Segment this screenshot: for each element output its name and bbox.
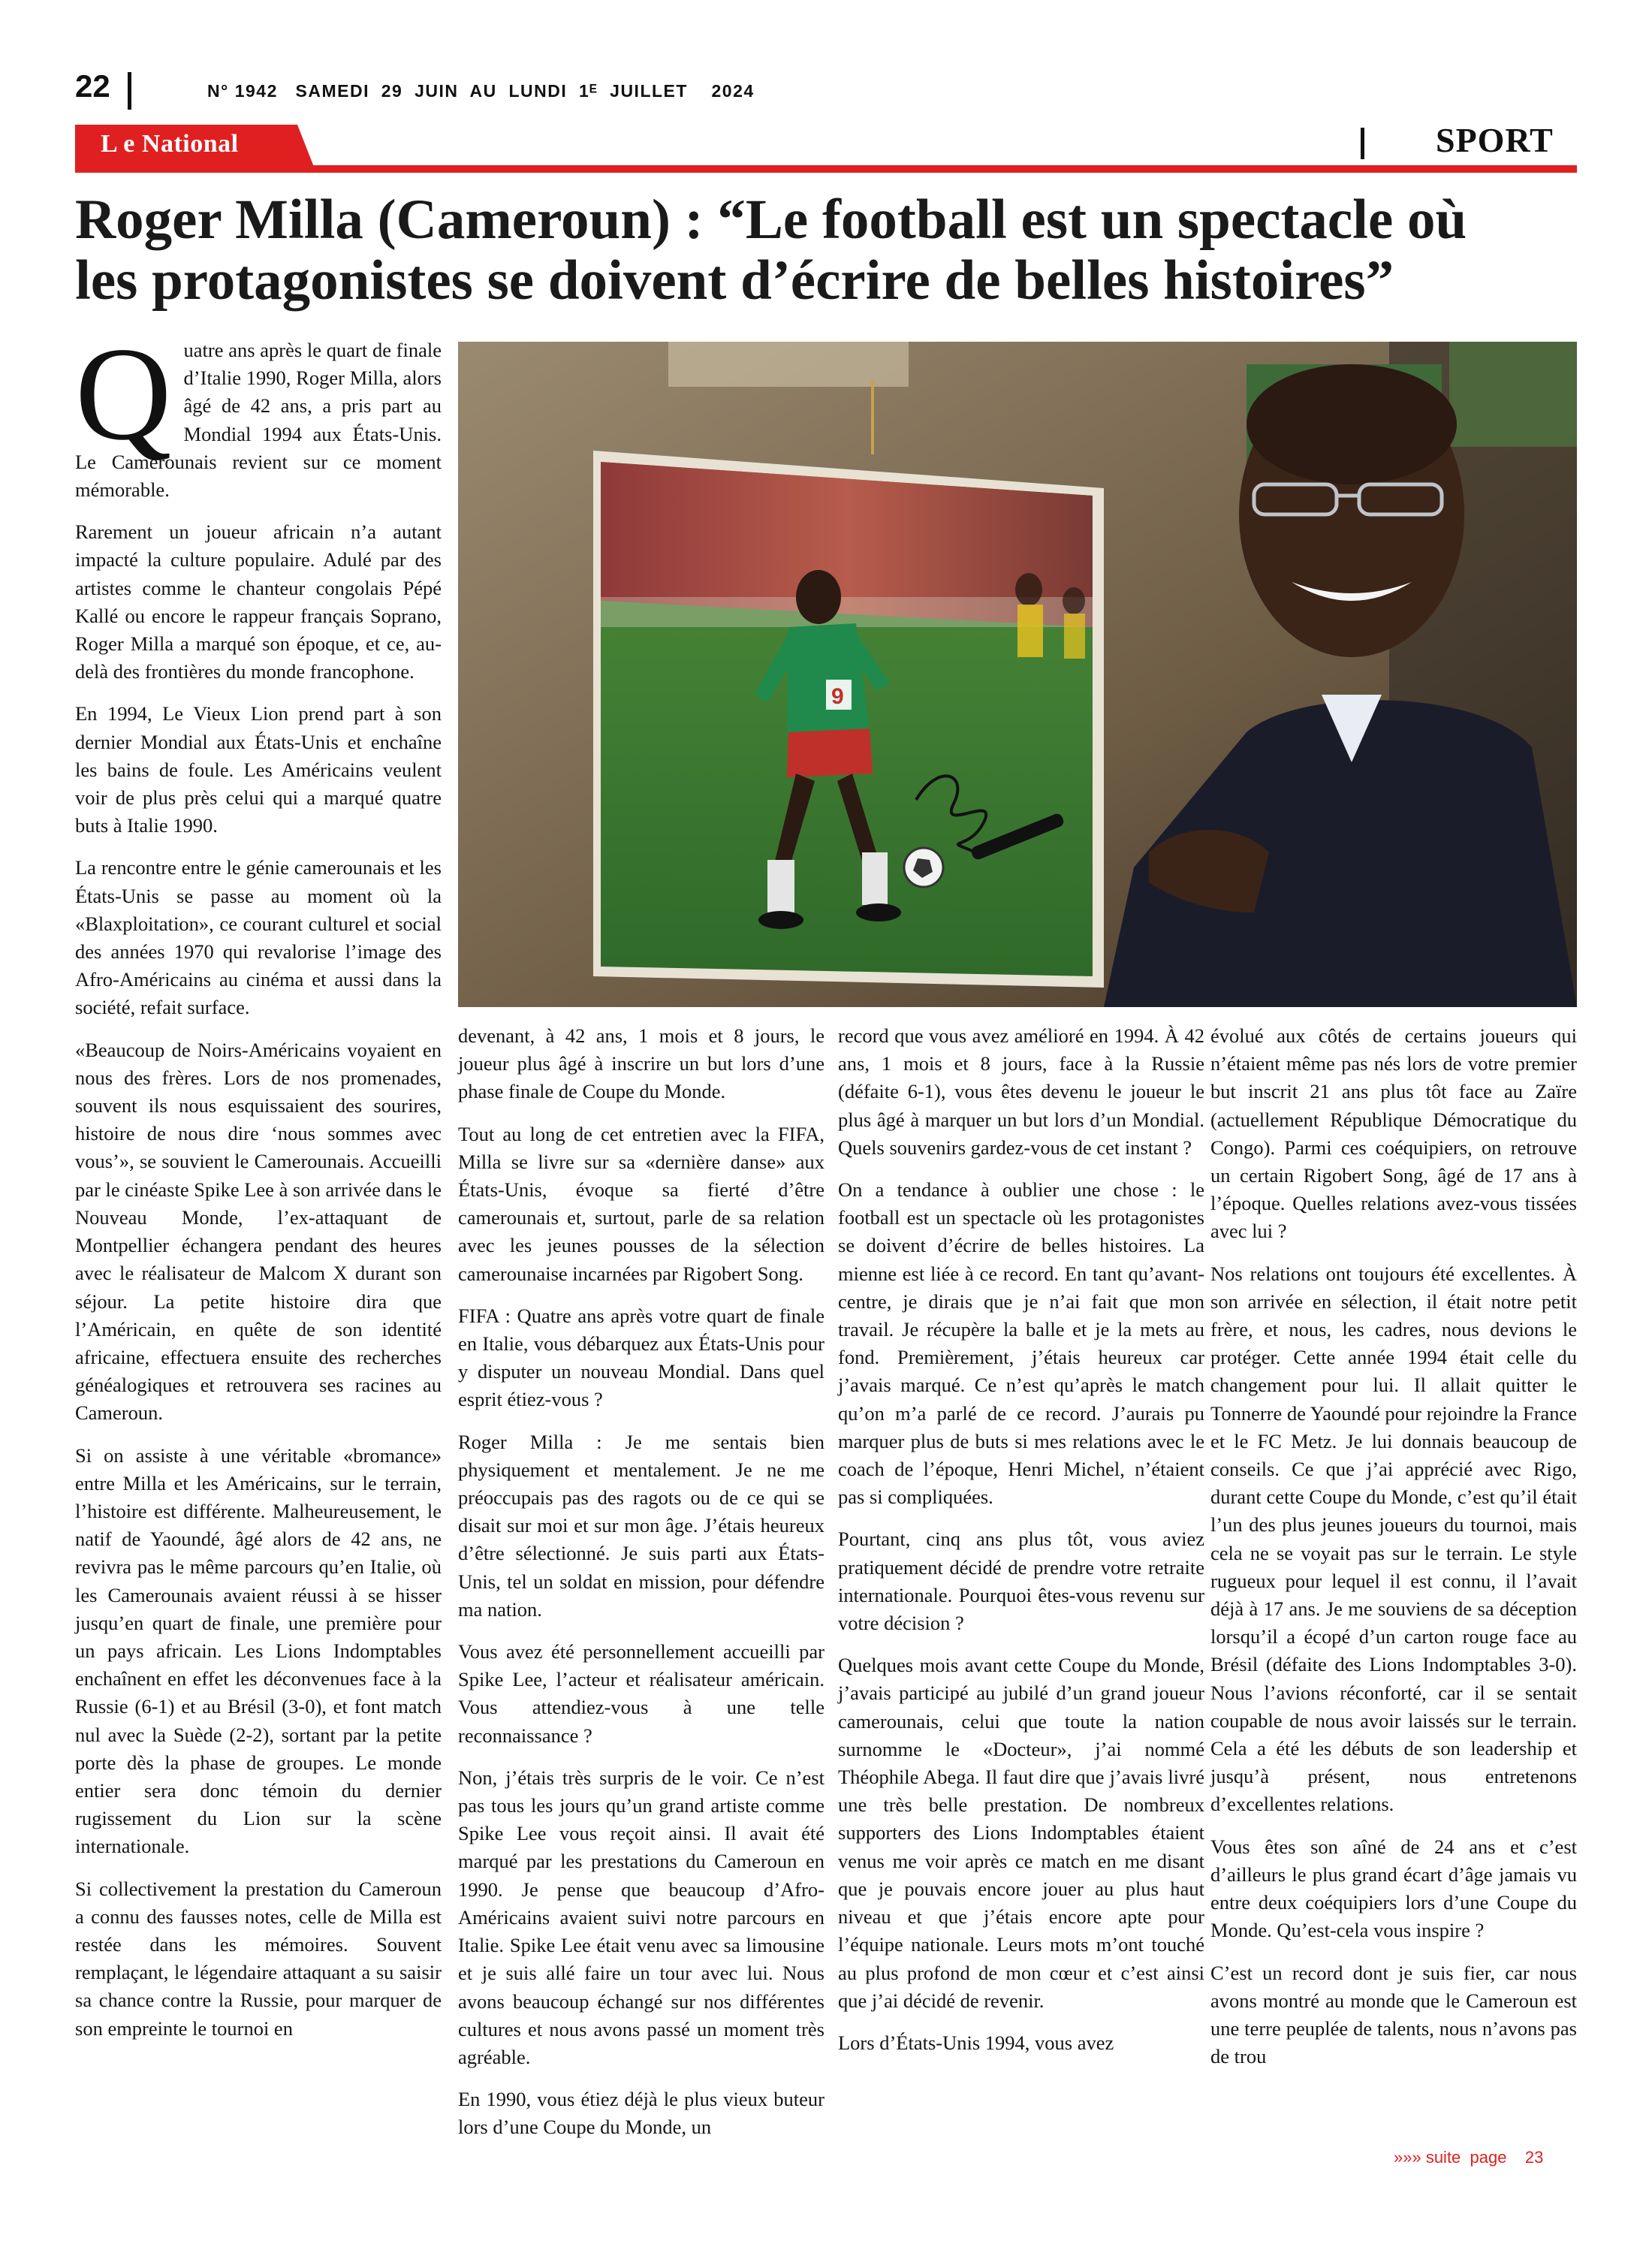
interview-answer: C’est un record dont je suis fier, car nous avons montré au monde que le Cameroun est une terre peuplée de talents, nous n’avons pas de trou — [1210, 1961, 1577, 2068]
interview-answer: Quelques mois avant cette Coupe du Monde, j’avais participé au jubilé d’un grand joueur camerounais, celui que toute la nation surnomme le «Docteur», j’ai nommé Théophile Abega. Il faut dire que j’avais livré une très belle prestation. De nombreux supporters des Lions Indomptables étaient venus me voir après ce match en me disant que je pouvais encore jouer au plus haut niveau et que j’étais encore apte pour l’équipe nationale. Leurs mots m’ont touché au plus profond de mon cœur et c’est ainsi que j’ai décidé de revenir. — [838, 1654, 1204, 2012]
jersey-number: 9 — [831, 684, 844, 709]
header-rule — [75, 165, 1577, 173]
paragraph: La rencontre entre le génie camerounais et les États-Unis se passe au moment où la «Blaxploitation», ce courant culturel et social des années 1970 qui revalorise l’image des Afro-Américains au cinéma et aussi dans la société, refait surface. — [75, 856, 442, 1019]
article-column-2 — [458, 1022, 824, 2142]
interview-question: En 1990, vous étiez déjà le plus vieux buteur lors d’une Coupe du Monde, un — [458, 2088, 824, 2139]
headline-line-1: Roger Milla (Cameroun) : “Le football est un spectacle où — [75, 189, 1467, 251]
section-divider — [1361, 128, 1364, 159]
interview-question: Vous avez été personnellement accueilli par Spike Lee, l’acteur et réalisateur américain. Vous attendiez-vous à une telle reconnaissance ? — [458, 1640, 824, 1747]
section-title: SPORT — [1436, 121, 1554, 159]
interview-question: Vous êtes son aîné de 24 ans et c’est d’ailleurs le plus grand écart d’âge jamais vu entre deux coéquipiers lors d’une Coupe du Monde. Qu’est-cela vous inspire ? — [1210, 1835, 1577, 1942]
interview-question: Pourtant, cinq ans plus tôt, vous aviez pratiquement décidé de prendre votre retraite internationale. Pourquoi êtes-vous revenu sur votre décision ? — [838, 1528, 1204, 1635]
interview-answer: Roger Milla : Je me sentais bien physiquement et mentalement. Je ne me préoccupais pas des ragots ou de ce qui se disait sur moi et sur mon âge. J’étais heureux d’être sélectionné. Je suis parti aux États-Unis, tel un soldat en mission, pour défendre ma nation. — [458, 1430, 824, 1621]
paragraph: Tout au long de cet entretien avec la FIFA, Milla se livre sur sa «dernière danse» aux États-Unis, évoque sa fierté d’être camerounais et, surtout, parle de sa relation avec les jeunes pousses de la sélection camerounaise incarnées par Rigobert Song. — [458, 1122, 824, 1285]
paragraph: «Beaucoup de Noirs-Américains voyaient en nous des frères. Lors de nos promenades, souvent ils nous esquissaient des sourires, histoire de nous dire ‘nous sommes avec vous’», se souvient le Camerounais. Accueilli par le cinéaste Spike Lee à son arrivée dans le Nouveau Monde, l’ex-attaquant de Montpellier échangera pendant des heures avec le réalisateur de Malcom X durant son séjour. La petite histoire dira que l’Américain, en quête de son identité africaine, effectuera ensuite des recherches généalogiques et retrouvera ses racines au Cameroun. — [75, 1038, 442, 1425]
interview-question: évolué aux côtés de certains joueurs qui n’étaient même pas nés lors de votre premier but inscrit 21 ans plus tôt face au Zaïre (actuellement République Démocratique du Congo). Parmi ces coéquipiers, on retrouve un certain Rigobert Song, âgé de 17 ans à l’époque. Quelles relations avez-vous tissées avec lui ? — [1210, 1024, 1577, 1243]
article-headline — [75, 189, 1584, 311]
interview-answer: On a tendance à oublier une chose : le football est un spectacle où les protagonistes se doivent d’écrire de belles histoires. La mienne est liée à ce record. En tant qu’avant-centre, je dirais que je n’ai fait que mon travail. Je récupère la balle et je la mets au fond. Premièrement, j’étais heureux car j’avais marqué. Ce n’est qu’après le match qu’on m’a parlé de ce record. J’aurais pu marquer plus de buts si mes relations avec le coach de l’époque, Henri Michel, n’étaient pas si compliquées. — [838, 1178, 1204, 1509]
continued-on-page: »»» suite page 23 — [1394, 2148, 1544, 2167]
paragraph: Si on assiste à une véritable «bromance» entre Milla et les Américains, sur le terrain, l’histoire est différente. Malheureusement, le natif de Yaoundé, âgé alors de 42 ans, ne revivra pas le même parcours qu’en Italie, où les Camerounais avaient réussi à se hisser jusqu’en quart de finale, une première pour un pays africain. Les Lions Indomptables enchaînent en effet les déconvenues face à la Russie (6-1) et au Brésil (3-0), et font match nul avec la Suède (2-2), sortant par la petite porte dès la phase de groupes. Le monde entier sera donc témoin du dernier rugissement du Lion sur la scène internationale. — [75, 1443, 442, 1858]
folio-divider — [128, 72, 131, 110]
article-column-1 — [75, 319, 442, 2043]
article-column-4 — [1210, 1022, 1577, 2071]
paragraph: Si collectivement la prestation du Cameroun a connu des fausses notes, celle de Milla est restée dans les mémoires. Souvent remplaçant, le légendaire attaquant a su saisir sa chance contre la Russie, pour marquer de son empreinte le tournoi en — [75, 1877, 442, 2040]
issue-date-line: N° 1942 SAMEDI 29 JUIN AU LUNDI 1ᴱ JUILLET 2024 — [207, 81, 755, 101]
interview-question: FIFA : Quatre ans après votre quart de finale en Italie, vous débarquez aux États-Unis pour y disputer un nouveau Mondial. Dans quel esprit étiez-vous ? — [458, 1304, 824, 1411]
interview-question: record que vous avez amélioré en 1994. À 42 ans, 1 mois et 8 jours, face à la Russie (défaite 6-1), vous êtes devenu le joueur le plus âgé à marquer un but lors d’un Mondial. Quels souvenirs gardez-vous de cet instant ? — [838, 1024, 1204, 1159]
interview-answer: Non, j’étais très surpris de le voir. Ce n’est pas tous les jours qu’un grand artiste comme Spike Lee vous reçoit ainsi. Il avait été marqué par les prestations du Cameroun en 1990. Je pense que beaucoup d’Afro-Américains avaient suivi notre parcours en Italie. Spike Lee était venu avec sa limousine et je suis allé faire un tour avec lui. Nous avons beaucoup échangé sur nos différentes cultures et nous avons passé un moment très agréable. — [458, 1766, 824, 2068]
interview-question: Lors d’États-Unis 1994, vous avez — [838, 2031, 1114, 2054]
page-number: 22 — [75, 68, 110, 104]
photo-milla-signing-icon — [458, 342, 1577, 1007]
lead-paragraph — [75, 319, 442, 504]
article-column-3 — [838, 1022, 1204, 2057]
paragraph: devenant, à 42 ans, 1 mois et 8 jours, le joueur plus âgé à inscrire un but lors d’une phase finale de Coupe du Monde. — [458, 1024, 824, 1103]
lead-text: uatre ans après le quart de finale d’Italie 1990, Roger Milla, alors âgé de 42 ans, a pris part au Mondial 1994 aux États-Unis. Le Camerounais revient sur ce moment mémorable. — [75, 339, 442, 502]
paragraph: En 1994, Le Vieux Lion prend part à son dernier Mondial aux États-Unis et enchaîne les bains de foule. Les Américains veulent voir de plus près celui qui a marqué quatre buts à Italie 1990. — [75, 702, 442, 837]
newspaper-name: L e National — [101, 130, 239, 158]
drop-cap: Q — [75, 319, 172, 468]
interview-answer: Nos relations ont toujours été excellentes. À son arrivée en sélection, il était notre petit frère, et nous, les cadres, nous devions le protéger. Cette année 1994 était celle du changement pour lui. Il allait quitter le Tonnerre de Yaoundé pour rejoindre la France et le FC Metz. Je lui donnais beaucoup de conseils. Ce que j’ai apprécié avec Rigo, durant cette Coupe du Monde, c’est qu’il était l’un des plus jeunes joueurs du tournoi, mais cela ne se voyait pas sur le terrain. Le style rugueux pour lequel il est connu, il l’avait déjà à 17 ans. Je me souviens de sa déception lorsqu’il a écopé d’un carton rouge face au Brésil (défaite des Lions Indomptables 3-0). Nous l’avions réconforté, car il se sentait coupable de nous avoir laissés sur le terrain. Cela a été les débuts de son leadership et jusqu’à présent, nous entretenons d’excellentes relations. — [1210, 1262, 1577, 1816]
paragraph: Rarement un joueur africain n’a autant impacté la culture populaire. Adulé par des artistes comme le chanteur congolais Pépé Kallé ou encore le rappeur français Soprano, Roger Milla a marqué son époque, et ce, au-delà des frontières du monde francophone. — [75, 520, 442, 683]
article-photo — [458, 342, 1577, 1007]
headline-line-2: les protagonistes se doivent d’écrire de belles histoires” — [75, 249, 1394, 312]
